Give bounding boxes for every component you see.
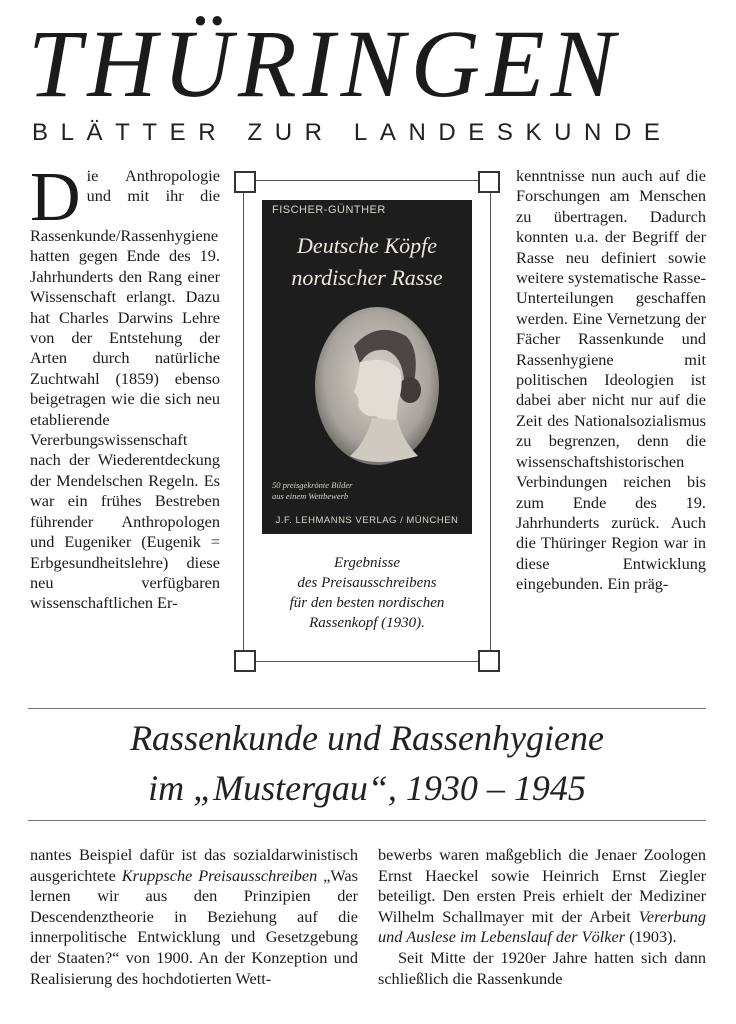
frame-corner-top-left <box>234 171 256 193</box>
article-headline-line-1: Rassenkunde und Rassenhygiene <box>130 718 604 758</box>
headline-bottom-rule <box>28 820 706 821</box>
book-caption-line-1: 50 preisgekrönte Bilder <box>272 480 353 490</box>
headline-top-rule <box>28 708 706 709</box>
frame-corner-bottom-left <box>234 650 256 672</box>
body-right-paragraph-2: Seit Mitte der 1920er Jahre hatten sich dann schließlich die Rassenkunde <box>378 947 706 988</box>
book-title <box>262 230 472 294</box>
body-right-text-2: (1903). <box>625 927 677 947</box>
body-left-italic-title: Kruppsche Preisausschreiben <box>121 865 318 885</box>
figure-caption <box>262 553 472 633</box>
book-cover-image <box>262 200 472 534</box>
frame-corner-bottom-right <box>478 650 500 672</box>
body-left-text-1: nantes Beispiel dafür ist das sozialdarwinistisch ausgerichtete <box>30 845 358 885</box>
frame-corner-top-right <box>478 171 500 193</box>
figure-caption-line-3: für den besten nordischen <box>289 595 445 611</box>
book-publisher: J.F. LEHMANNS VERLAG / MÜNCHEN <box>275 515 459 526</box>
body-left-column <box>30 845 358 989</box>
article-headline-line-2: im „Mustergau“, 1930 – 1945 <box>148 768 586 808</box>
intro-left-text: ie Anthropologie und mit ihr die Rassenkunde/Rassenhygiene hatten gegen Ende des 19. Jahrhunderts den Rang einer Wissenschaft erlangt. Dazu hat Charles Darwins Lehre von der Entstehung der Arten durch natürliche Zuchtwahl (1859) ebenso beigetragen wie die sich neu etablierende Vererbungswissenschaft nach der Wiederentdeckung der Mendelschen Regeln. Es war ein frühes Bestreben führender Anthropologen und Eugeniker (Eugenik = Erbgesundheitslehre) diese neu verfügbaren wissenschaftlichen Er- <box>30 166 220 613</box>
intro-left-column <box>30 159 220 614</box>
masthead-subtitle: BLÄTTER ZUR LANDESKUNDE <box>32 119 673 146</box>
body-left-text-2: „Was lernen wir aus den Prinzipien der Descendenztheorie in Beziehung auf die innerpolitische Entwicklung und Gesetzgebung der Staaten?“ von 1900. An der Konzeption und Realisierung des hochdotierten Wett- <box>30 865 358 988</box>
body-right-italic-title: Vererbung und Auslese im Lebenslauf der Völker <box>378 906 706 947</box>
body-right-text-1: bewerbs waren maßgeblich die Jenaer Zoologen Ernst Haeckel sowie Heinrich Ernst Ziegler beteiligt. Den ersten Preis erhielt der Mediziner Wilhelm Schallmayer mit der Arbeit <box>378 845 706 926</box>
body-right-column <box>378 845 706 989</box>
figure-caption-line-1: Ergebnisse <box>333 555 401 571</box>
book-caption-line-2: aus einem Wettbewerb <box>272 491 349 501</box>
book-title-line-1: Deutsche Köpfe <box>297 233 437 258</box>
portrait-illustration <box>314 306 440 466</box>
masthead-title: THÜRINGEN <box>28 10 621 117</box>
book-cover-caption <box>272 480 352 502</box>
figure-caption-line-4: Rassenkopf (1930). <box>309 615 425 631</box>
book-title-line-2: nordischer Rasse <box>291 265 443 290</box>
intro-right-column: kenntnisse nun auch auf die Forschungen am Menschen zu übertragen. Dadurch konnten u.a. der Begriff der Rasse neu definiert sowie weitere systematische Rasse-Unterteilungen geschaffen werden. Eine Vernetzung der Fächer Rassenkunde und Rassenhygiene mit politischen Ideologien ist dabei aber nicht nur auf die Zeit des Nationalsozialismus zu begrenzen, denn die wissenschaftshistorischen Verbindungen reichen bis zum Ende des 19. Jahrhunderts zurück. Auch die Thüringer Region war in diese Entwicklung eingebunden. Ein präg- <box>516 166 706 594</box>
drop-cap: D <box>30 159 81 236</box>
figure-caption-line-2: des Preisausschreibens <box>297 575 437 591</box>
book-authors: FISCHER-GÜNTHER <box>272 204 386 216</box>
